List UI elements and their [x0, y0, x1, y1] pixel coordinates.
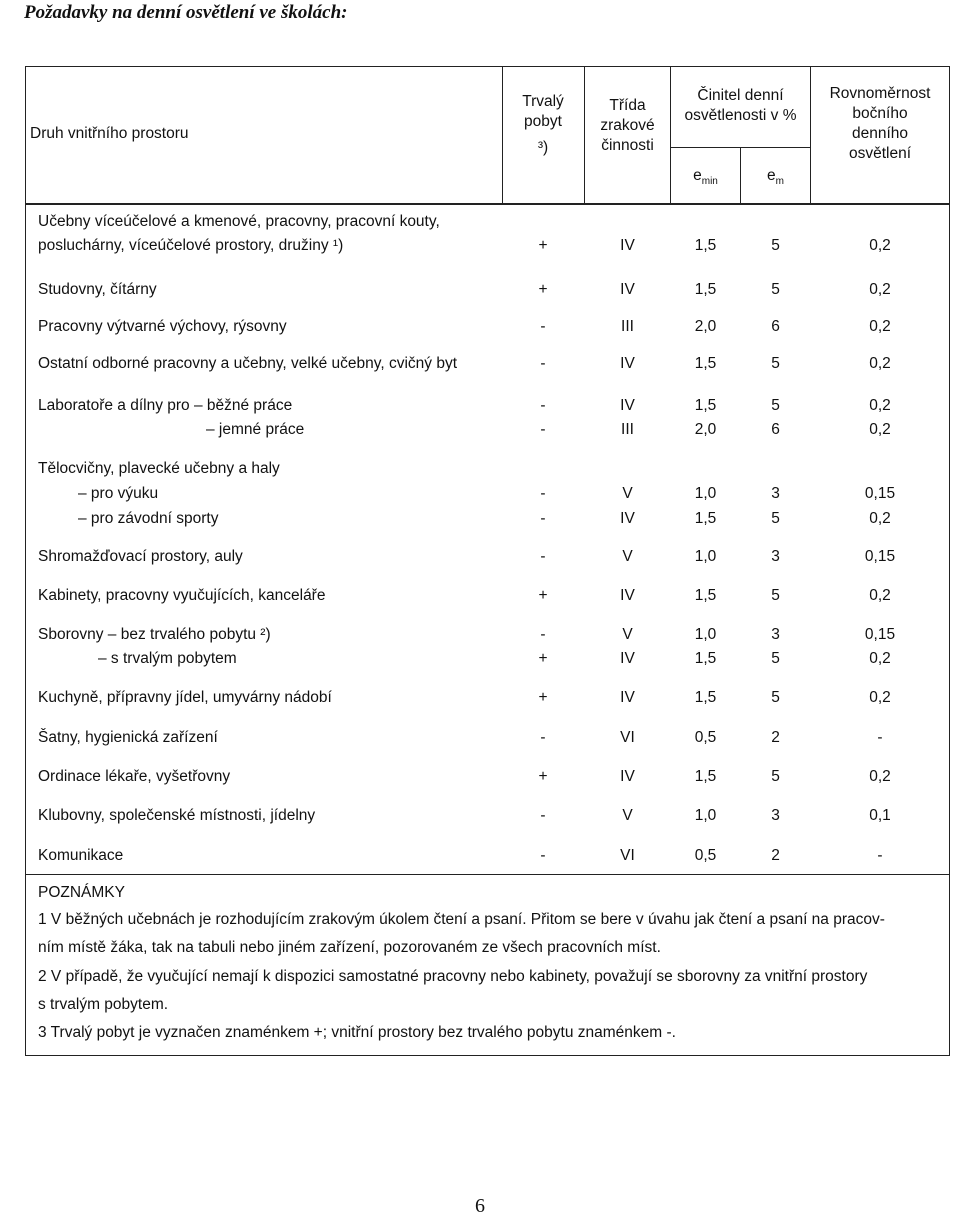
row-6-visual-class-2: V	[622, 485, 633, 502]
row-1-uniformity-1: 0,2	[869, 237, 891, 254]
row-14-uniformity-1: -	[877, 847, 883, 864]
header-visual-class	[585, 96, 670, 156]
row-8-uniformity-1: 0,2	[869, 587, 891, 604]
row-9-uniformity-2: 0,2	[869, 650, 891, 667]
header-permanent-stay	[503, 92, 583, 158]
row-4-permanent-stay-1: -	[540, 355, 546, 372]
row-9-em-1: 3	[771, 626, 780, 643]
header-emin-sub: min	[701, 176, 718, 188]
header-permanent-stay-note: ³)	[537, 139, 549, 156]
row-1-visual-class-1: IV	[620, 237, 635, 254]
row-7-emin-1: 1,0	[694, 548, 717, 565]
row-2-em-1: 5	[771, 281, 780, 298]
header-daylight-factor	[671, 86, 810, 126]
row-10-visual-class-1: IV	[620, 689, 635, 706]
row-13-room-name-line-1: Klubovny, společenské místnosti, jídelny	[38, 807, 316, 824]
header-uniformity-line2: bočního	[852, 105, 908, 122]
row-3-emin-1: 2,0	[694, 318, 717, 335]
row-1-permanent-stay-1: +	[538, 237, 548, 254]
row-7-room-name-line-1: Shromažďovací prostory, auly	[38, 548, 243, 565]
row-2-uniformity-1: 0,2	[869, 281, 891, 298]
row-14-emin-1: 0,5	[694, 847, 717, 864]
header-visual-class-line2: zrakové	[600, 117, 655, 134]
row-3-visual-class-1: III	[621, 318, 634, 335]
row-14-em-1: 2	[771, 847, 780, 864]
row-5-uniformity-1: 0,2	[869, 397, 891, 414]
row-1-room-name-line-1: Učebny víceúčelové a kmenové, pracovny, pracovní kouty,	[38, 213, 440, 230]
row-6-em-3: 5	[771, 510, 780, 527]
header-visual-class-line1: Třída	[609, 97, 646, 114]
row-2-emin-1: 1,5	[694, 281, 717, 298]
row-6-room-name-line-1: Tělocvičny, plavecké učebny a haly	[38, 460, 280, 477]
header-em-letter: e	[767, 167, 776, 184]
row-9-uniformity-1: 0,15	[864, 626, 896, 643]
row-10-permanent-stay-1: +	[538, 689, 548, 706]
row-14-room-name-line-1: Komunikace	[38, 847, 124, 864]
row-4-room-name-line-1: Ostatní odborné pracovny a učebny, velké učebny, cvičný byt	[38, 355, 458, 372]
header-emin-letter: e	[693, 167, 702, 184]
row-6-uniformity-2: 0,15	[864, 485, 896, 502]
row-5-emin-2: 2,0	[694, 421, 717, 438]
row-7-permanent-stay-1: -	[540, 548, 546, 565]
row-9-visual-class-2: IV	[620, 650, 635, 667]
header-em	[741, 166, 810, 192]
row-11-room-name-line-1: Šatny, hygienická zařízení	[38, 729, 218, 746]
row-5-emin-1: 1,5	[694, 397, 717, 414]
row-3-room-name-line-1: Pracovny výtvarné výchovy, rýsovny	[38, 318, 287, 335]
row-14-permanent-stay-1: -	[540, 847, 546, 864]
row-1-emin-1: 1,5	[694, 237, 717, 254]
row-12-uniformity-1: 0,2	[869, 768, 891, 785]
header-emin	[671, 166, 740, 192]
row-5-em-1: 5	[771, 397, 780, 414]
row-10-uniformity-1: 0,2	[869, 689, 891, 706]
row-10-room-name-line-1: Kuchyně, přípravny jídel, umyvárny nádobí	[38, 689, 332, 706]
row-11-visual-class-1: VI	[620, 729, 635, 746]
row-5-room-name-line-2: – jemné práce	[206, 421, 305, 438]
row-9-em-2: 5	[771, 650, 780, 667]
note-2-line-1: 2 V případě, že vyučující nemají k dispozici samostatné pracovny nebo kabinety, považují se sborovny za vnitřní prostory	[38, 968, 868, 985]
header-uniformity-line1: Rovnoměrnost	[829, 85, 931, 102]
row-6-permanent-stay-3: -	[540, 510, 546, 527]
row-9-emin-1: 1,0	[694, 626, 717, 643]
row-5-uniformity-2: 0,2	[869, 421, 891, 438]
row-12-emin-1: 1,5	[694, 768, 717, 785]
row-5-permanent-stay-2: -	[540, 421, 546, 438]
header-uniformity	[811, 84, 949, 164]
row-9-visual-class-1: V	[622, 626, 633, 643]
row-10-emin-1: 1,5	[694, 689, 717, 706]
row-6-permanent-stay-2: -	[540, 485, 546, 502]
note-1-line-2: ním místě žáka, tak na tabuli nebo jiném zařízení, pozorovaném ze všech pracovních míst.	[38, 939, 661, 956]
row-9-permanent-stay-2: +	[538, 650, 548, 667]
row-12-permanent-stay-1: +	[538, 768, 548, 785]
row-6-visual-class-3: IV	[620, 510, 635, 527]
header-visual-class-line3: činnosti	[601, 137, 654, 154]
row-4-visual-class-1: IV	[620, 355, 635, 372]
header-subrule	[670, 147, 811, 148]
note-3: 3 Trvalý pobyt je vyznačen znaménkem +; vnitřní prostory bez trvalého pobytu znaménkem -.	[38, 1024, 676, 1041]
row-6-room-name-line-3: – pro závodní sporty	[78, 510, 219, 527]
row-6-room-name-line-2: – pro výuku	[78, 485, 159, 502]
row-2-room-name-line-1: Studovny, čítárny	[38, 281, 157, 298]
header-em-sub: m	[775, 176, 784, 188]
row-10-em-1: 5	[771, 689, 780, 706]
row-5-visual-class-2: III	[621, 421, 634, 438]
row-4-uniformity-1: 0,2	[869, 355, 891, 372]
row-9-room-name-line-1: Sborovny – bez trvalého pobytu ²)	[38, 626, 271, 643]
row-1-em-1: 5	[771, 237, 780, 254]
row-1-room-name-line-2: posluchárny, víceúčelové prostory, družiny ¹)	[38, 237, 344, 254]
row-2-visual-class-1: IV	[620, 281, 635, 298]
header-uniformity-line3: denního	[851, 125, 909, 142]
row-13-em-1: 3	[771, 807, 780, 824]
notes-title: POZNÁMKY	[38, 884, 125, 901]
row-13-permanent-stay-1: -	[540, 807, 546, 824]
row-6-em-2: 3	[771, 485, 780, 502]
page-number: 6	[475, 1195, 485, 1217]
row-11-em-1: 2	[771, 729, 780, 746]
row-3-uniformity-1: 0,2	[869, 318, 891, 335]
row-5-room-name-line-1: Laboratoře a dílny pro – běžné práce	[38, 397, 293, 414]
row-9-emin-2: 1,5	[694, 650, 717, 667]
row-9-permanent-stay-1: -	[540, 626, 546, 643]
row-6-emin-2: 1,0	[694, 485, 717, 502]
row-11-permanent-stay-1: -	[540, 729, 546, 746]
row-5-em-2: 6	[771, 421, 780, 438]
row-5-permanent-stay-1: -	[540, 397, 546, 414]
row-13-emin-1: 1,0	[694, 807, 717, 824]
row-4-em-1: 5	[771, 355, 780, 372]
row-3-permanent-stay-1: -	[540, 318, 546, 335]
row-5-visual-class-1: IV	[620, 397, 635, 414]
row-12-em-1: 5	[771, 768, 780, 785]
row-6-uniformity-3: 0,2	[869, 510, 891, 527]
notes-top-rule	[25, 874, 950, 875]
row-7-uniformity-1: 0,15	[864, 548, 896, 565]
row-12-room-name-line-1: Ordinace lékaře, vyšetřovny	[38, 768, 231, 785]
row-4-emin-1: 1,5	[694, 355, 717, 372]
row-8-emin-1: 1,5	[694, 587, 717, 604]
header-daylight-factor-line2: osvětlenosti v %	[684, 107, 797, 124]
header-daylight-factor-line1: Činitel denní	[697, 87, 784, 104]
row-8-visual-class-1: IV	[620, 587, 635, 604]
row-13-visual-class-1: V	[622, 807, 633, 824]
row-8-room-name-line-1: Kabinety, pracovny vyučujících, kanceláře	[38, 587, 326, 604]
row-3-em-1: 6	[771, 318, 780, 335]
note-1-line-1: 1 V běžných učebnách je rozhodujícím zrakovým úkolem čtení a psaní. Přitom se bere v úvahu jak čtení a psaní na pracov-	[38, 911, 885, 928]
row-11-uniformity-1: -	[877, 729, 883, 746]
header-room-type: Druh vnitřního prostoru	[30, 125, 189, 142]
header-permanent-stay-line1: Trvalý	[522, 93, 564, 110]
row-7-visual-class-1: V	[622, 548, 633, 565]
row-7-em-1: 3	[771, 548, 780, 565]
row-8-permanent-stay-1: +	[538, 587, 548, 604]
header-uniformity-line4: osvětlení	[848, 145, 912, 162]
note-2-line-2: s trvalým pobytem.	[38, 996, 169, 1013]
page-heading: Požadavky na denní osvětlení ve školách:	[24, 2, 348, 23]
row-2-permanent-stay-1: +	[538, 281, 548, 298]
row-9-room-name-line-2: – s trvalým pobytem	[98, 650, 237, 667]
row-11-emin-1: 0,5	[694, 729, 717, 746]
row-12-visual-class-1: IV	[620, 768, 635, 785]
row-6-emin-3: 1,5	[694, 510, 717, 527]
row-8-em-1: 5	[771, 587, 780, 604]
header-permanent-stay-line2: pobyt	[524, 113, 562, 130]
row-13-uniformity-1: 0,1	[869, 807, 891, 824]
row-14-visual-class-1: VI	[620, 847, 635, 864]
